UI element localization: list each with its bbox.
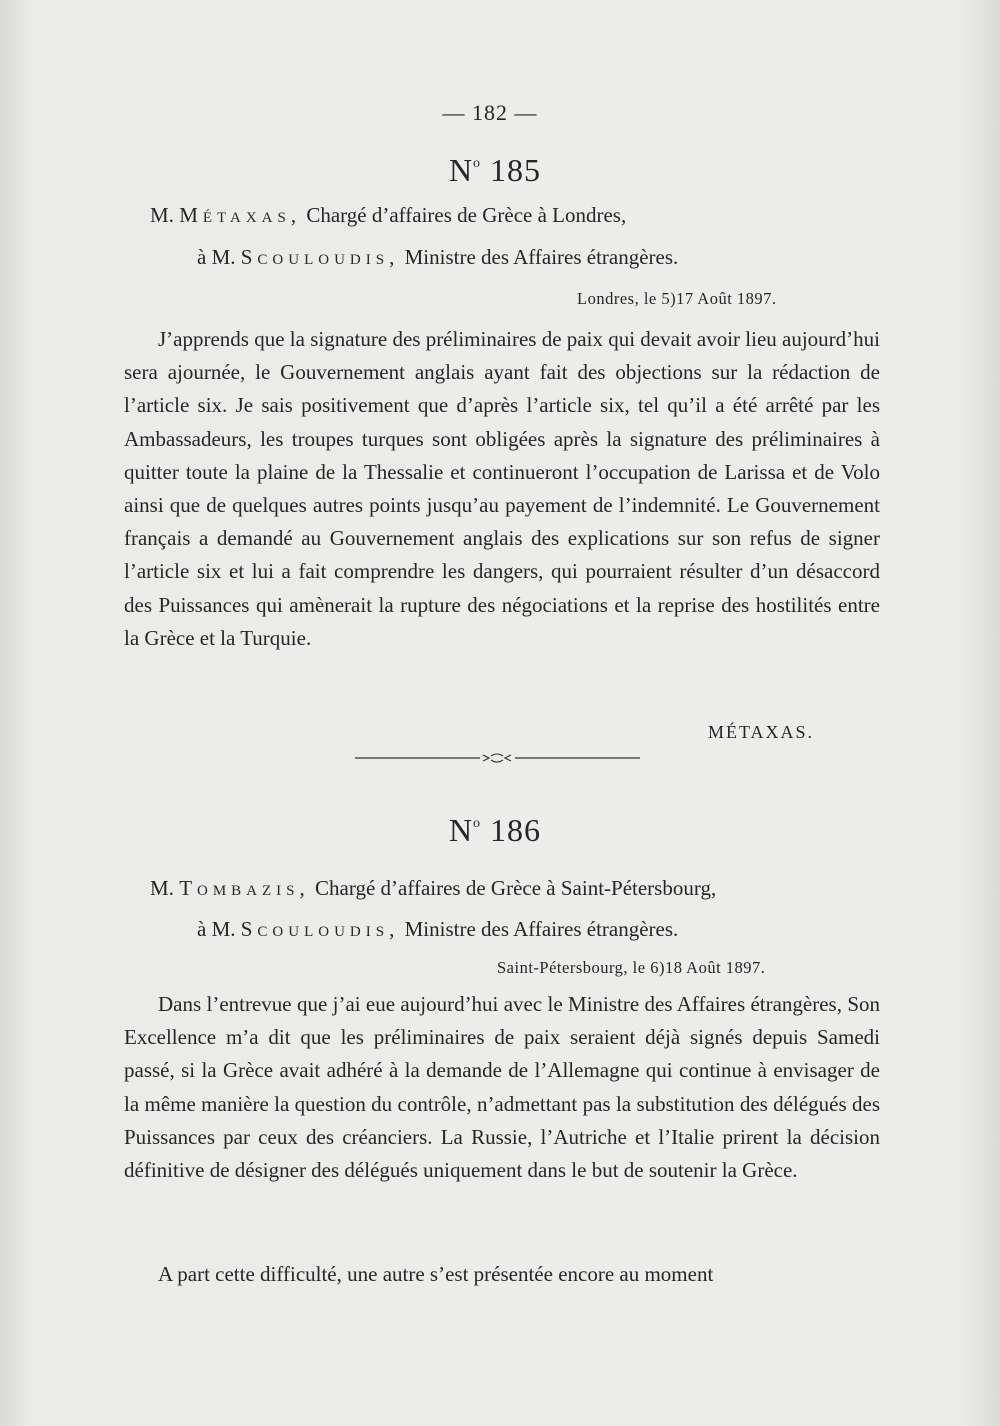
sender-line	[150, 203, 626, 228]
number-prefix: N	[448, 152, 474, 188]
recipient-line	[197, 245, 678, 270]
sender-prefix: M.	[150, 203, 174, 227]
sender-name: Métaxas,	[179, 203, 302, 227]
letter-paragraph: J’apprends que la signature des préliminaires de paix qui devait avoir lieu aujourd’hui sera ajournée, le Gouvernement anglais ayant fait des objections sur la rédaction de l’article six. Je sais positivement que d’après l’article six, tel qu’il a été arrêté par les Ambassadeurs, les troupes turques sont obligées après la signature des préliminaires à quitter toute la plaine de la Thessalie et continueront l’occupation de Larissa et de Volo ainsi que de quelques autres points jusqu’au payement de l’indemnité. Le Gouvernement français a demandé au Gouvernement anglais des explications sur son refus de signer l’article six et lui a fait comprendre les dangers, qui pourraient résulter d’un désaccord des Puissances qui amènerait la rupture des négociations et la reprise des hostilités entre la Grèce et la Turquie.	[124, 327, 880, 650]
sender-title: Chargé d’affaires de Grèce à Saint-Pétersbourg,	[315, 876, 717, 900]
place-date: Saint-Pétersbourg, le 6)18 Août 1897.	[497, 958, 766, 977]
number-value: 185	[490, 152, 542, 188]
recipient-name: Scouloudis,	[240, 245, 400, 269]
letter-number-186	[0, 812, 990, 849]
page-number: — 182 —	[442, 100, 538, 125]
sender-name: Tombazis,	[179, 876, 310, 900]
letter-paragraph: A part cette difficulté, une autre s’est présentée encore au moment	[158, 1262, 714, 1286]
number-sup: o	[473, 816, 482, 831]
ornament-separator	[355, 750, 640, 766]
signature: MÉTAXAS.	[708, 722, 815, 742]
recipient-prefix: à M.	[197, 245, 236, 269]
recipient-title: Ministre des Affaires étrangères.	[404, 917, 679, 941]
letter-number-185	[0, 152, 990, 189]
sender-title: Chargé d’affaires de Grèce à Londres,	[306, 203, 627, 227]
sender-line	[150, 876, 716, 901]
number-value: 186	[490, 812, 542, 848]
recipient-line	[197, 917, 678, 942]
letter-paragraph: Dans l’entrevue que j’ai eue aujourd’hui avec le Ministre des Affaires étrangères, Son Excellence m’a dit que les préliminaires de paix seraient déjà signés depuis Samedi passé, si la Grèce avait adhéré à la demande de l’Allemagne qui continue à envisager de la même manière la question du contrôle, n’admettant pas la substitution des délégués des Puissances par ceux des créanciers. La Russie, l’Autriche et l’Italie prirent la décision définitive de désigner des délégués uniquement dans le but de soutenir la Grèce.	[124, 992, 880, 1183]
place-date: Londres, le 5)17 Août 1897.	[577, 289, 777, 308]
sender-prefix: M.	[150, 876, 174, 900]
recipient-name: Scouloudis,	[240, 917, 400, 941]
recipient-title: Ministre des Affaires étrangères.	[404, 245, 679, 269]
number-sup: o	[473, 156, 482, 171]
number-prefix: N	[448, 812, 474, 848]
recipient-prefix: à M.	[197, 917, 236, 941]
